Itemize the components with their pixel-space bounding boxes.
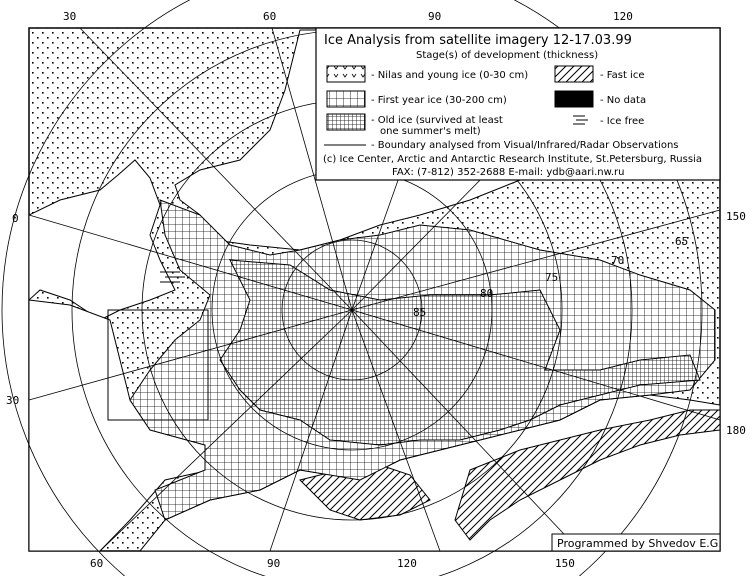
legend-contact: FAX: (7-812) 352-2688 E-mail: ydb@aari.nw.ru [392,167,625,178]
lon-bottom-60: 60 [90,557,104,570]
legend-subtitle: Stage(s) of development (thickness) [416,50,599,61]
legend-institute: (c) Ice Center, Arctic and Antarctic Research Institute, St.Petersburg, Russia [323,154,702,165]
swatch-young-ice [327,66,365,82]
lon-bottom-120: 120 [397,557,417,570]
swatch-fast-ice [555,66,593,82]
lon-bottom-150: 150 [555,557,575,570]
legend-label-first-year-ice: - First year ice (30-200 cm) [371,95,507,106]
lon-left-30: 30 [6,394,20,407]
lon-top-60: 60 [263,10,277,23]
legend [316,28,720,180]
lat-label-85: 85 [413,306,427,319]
legend-label-no-data: - No data [600,95,647,106]
legend-label-fast-ice: - Fast ice [600,70,645,81]
swatch-first-year-ice [327,91,365,107]
legend-label-ice-free: - Ice free [600,116,645,127]
lat-label-65: 65 [675,235,689,248]
legend-title: Ice Analysis from satellite imagery 12-17.03.99 [324,33,632,48]
lat-label-75: 75 [545,271,559,284]
lon-bottom-90: 90 [267,557,281,570]
credit-text: Programmed by Shvedov E.G. [557,537,722,550]
legend-label-young-ice: - Nilas and young ice (0-30 cm) [371,70,529,81]
lon-left-0: 0 [12,212,19,225]
swatch-old-ice [327,114,365,130]
lat-label-80: 80 [480,287,494,300]
lon-top-120: 120 [613,10,633,23]
lon-top-90: 90 [428,10,442,23]
lat-label-70: 70 [611,254,625,267]
lon-right-180: 180 [726,424,746,437]
legend-label-boundary: - Boundary analysed from Visual/Infrared/Radar Observations [371,140,679,151]
lon-top-30: 30 [63,10,77,23]
lon-right-150: 150 [726,210,746,223]
swatch-no-data [555,91,593,107]
legend-label-old-ice-line2: one summer's melt) [380,126,481,137]
legend-label-old-ice: - Old ice (survived at least [371,115,503,126]
